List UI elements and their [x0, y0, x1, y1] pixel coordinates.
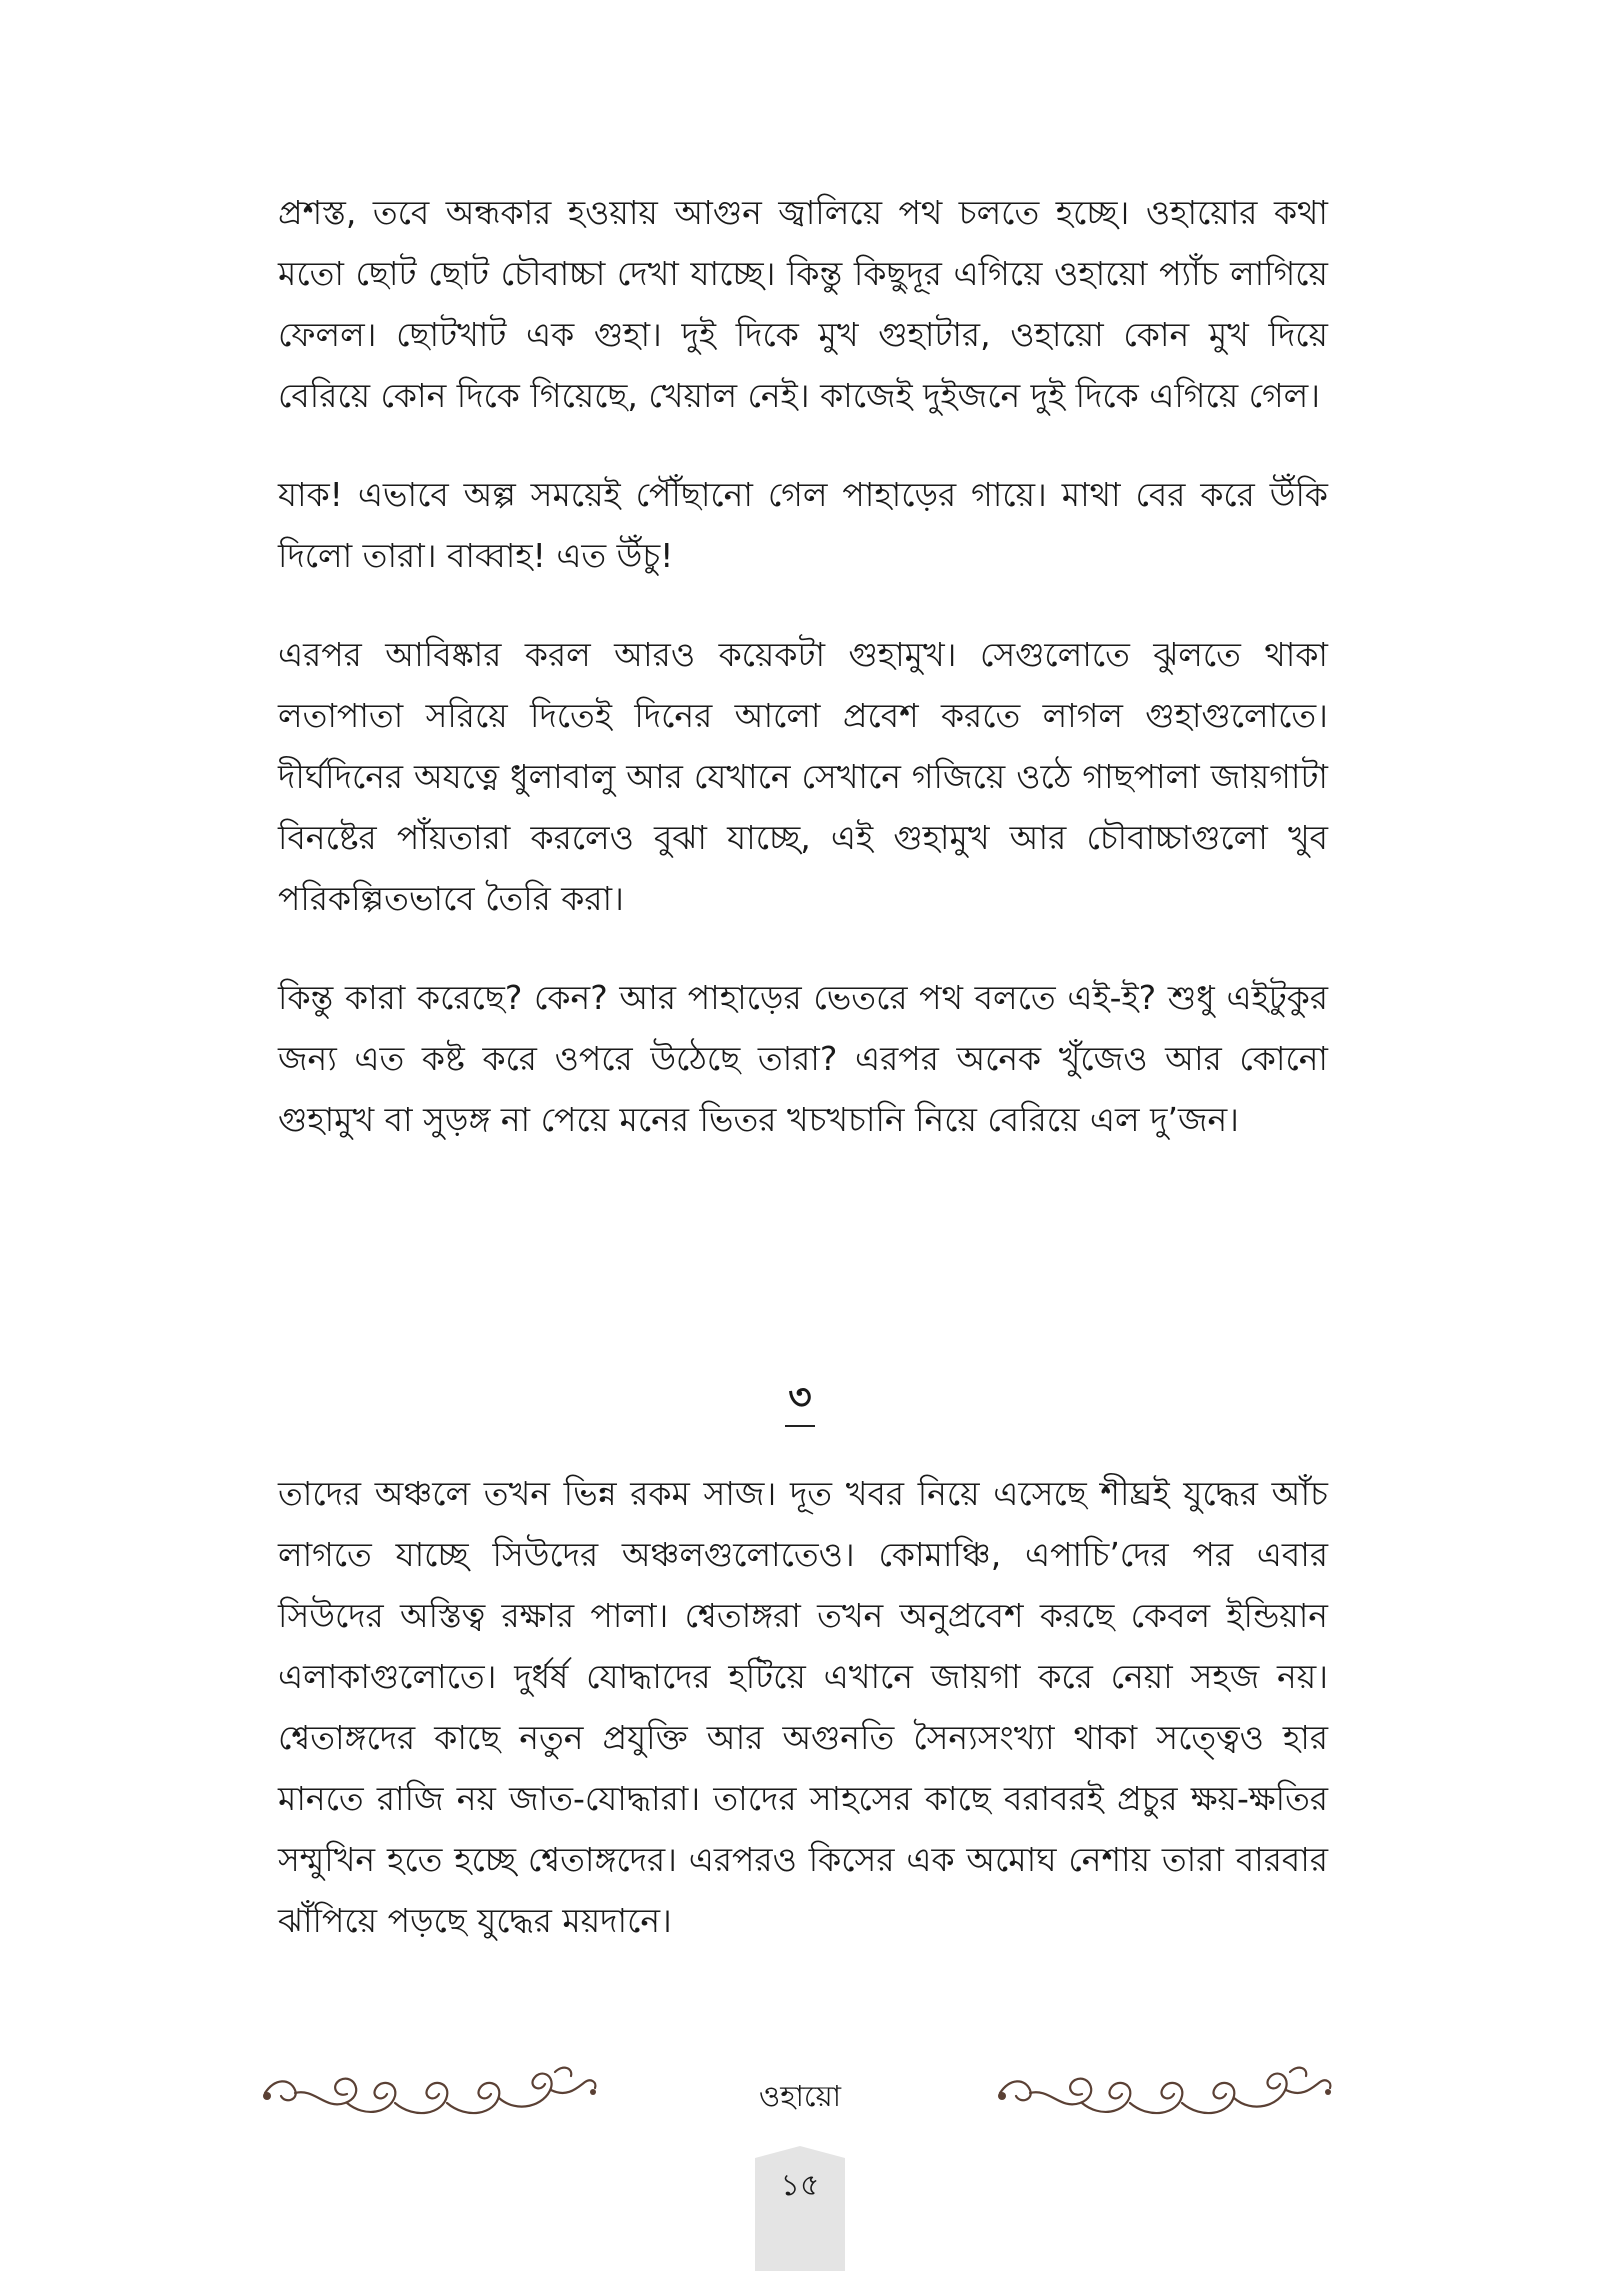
paragraph: যাক! এভাবে অল্প সময়েই পৌঁছানো গেল পাহাড়ের গায়ে। মাথা বের করে উঁকি দিলো তারা। বাব্বাহ! এত উঁচু! — [278, 475, 1328, 575]
paragraph: কিন্তু কারা করেছে? কেন? আর পাহাড়ের ভেতরে পথ বলতে এই-ই? শুধু এইটুকুর জন্য এত কষ্ট করে ওপরে উঠেছে তারা? এরপর অনেক খুঁজেও আর কোনো গুহামুখ বা সুড়ঙ্গ না পেয়ে মনের ভিতর খচখচানি নিয়ে বেরিয়ে এল দু’জন। — [278, 978, 1328, 1139]
body-text-bottom — [278, 1463, 1328, 1989]
chapter-underline — [785, 1425, 815, 1427]
chapter-heading — [0, 1375, 1600, 1427]
page-number: ১৫ — [780, 2168, 820, 2203]
running-title: ওহায়ো — [758, 2079, 842, 2113]
paragraph: প্রশস্ত, তবে অন্ধকার হওয়ায় আগুন জ্বালিয়ে পথ চলতে হচ্ছে। ওহায়োর কথা মতো ছোট ছোট চৌবাচ্চা দেখা যাচ্ছে। কিন্তু কিছুদূর এগিয়ে ওহায়ো প্যাঁচ লাগিয়ে ফেলল। ছোটখাট এক গুহা। দুই দিকে মুখ গুহাটার, ওহায়ো কোন মুখ দিয়ে বেরিয়ে কোন দিকে গিয়েছে, খেয়াল নেই। কাজেই দুইজনে দুই দিকে এগিয়ে গেল। — [278, 193, 1328, 415]
page-footer — [0, 2058, 1600, 2271]
chapter-number: ৩ — [788, 1377, 812, 1418]
body-text-top — [278, 182, 1328, 1188]
flourish-ornament-icon — [990, 2058, 1340, 2128]
page-number-tab — [755, 2146, 845, 2271]
paragraph: এরপর আবিষ্কার করল আরও কয়েকটা গুহামুখ। সেগুলোতে ঝুলতে থাকা লতাপাতা সরিয়ে দিতেই দিনের আলো প্রবেশ করতে লাগল গুহাগুলোতে। দীর্ঘদিনের অযত্নে ধুলাবালু আর যেখানে সেখানে গজিয়ে ওঠে গাছপালা জায়গাটা বিনষ্টের পাঁয়তারা করলেও বুঝা যাচ্ছে, এই গুহামুখ আর চৌবাচ্চাগুলো খুব পরিকল্পিতভাবে তৈরি করা। — [278, 635, 1328, 918]
paragraph: তাদের অঞ্চলে তখন ভিন্ন রকম সাজ। দূত খবর নিয়ে এসেছে শীঘ্রই যুদ্ধের আঁচ লাগতে যাচ্ছে সিউদের অঞ্চলগুলোতেও। কোমাঞ্চি, এপাচি’দের পর এবার সিউদের অস্তিত্ব রক্ষার পালা। শ্বেতাঙ্গরা তখন অনুপ্রবেশ করছে কেবল ইন্ডিয়ান এলাকাগুলোতে। দুর্ধর্ষ যোদ্ধাদের হটিয়ে এখানে জায়গা করে নেয়া সহজ নয়। শ্বেতাঙ্গদের কাছে নতুন প্রযুক্তি আর অগুনতি সৈন্যসংখ্যা থাকা সত্ত্বেও হার মানতে রাজি নয় জাত-যোদ্ধারা। তাদের সাহসের কাছে বরাবরই প্রচুর ক্ষয়-ক্ষতির সম্মুখিন হতে হচ্ছে শ্বেতাঙ্গদের। এরপরও কিসের এক অমোঘ নেশায় তারা বারবার ঝাঁপিয়ে পড়ছে যুদ্ধের ময়দানে। — [278, 1474, 1328, 1940]
